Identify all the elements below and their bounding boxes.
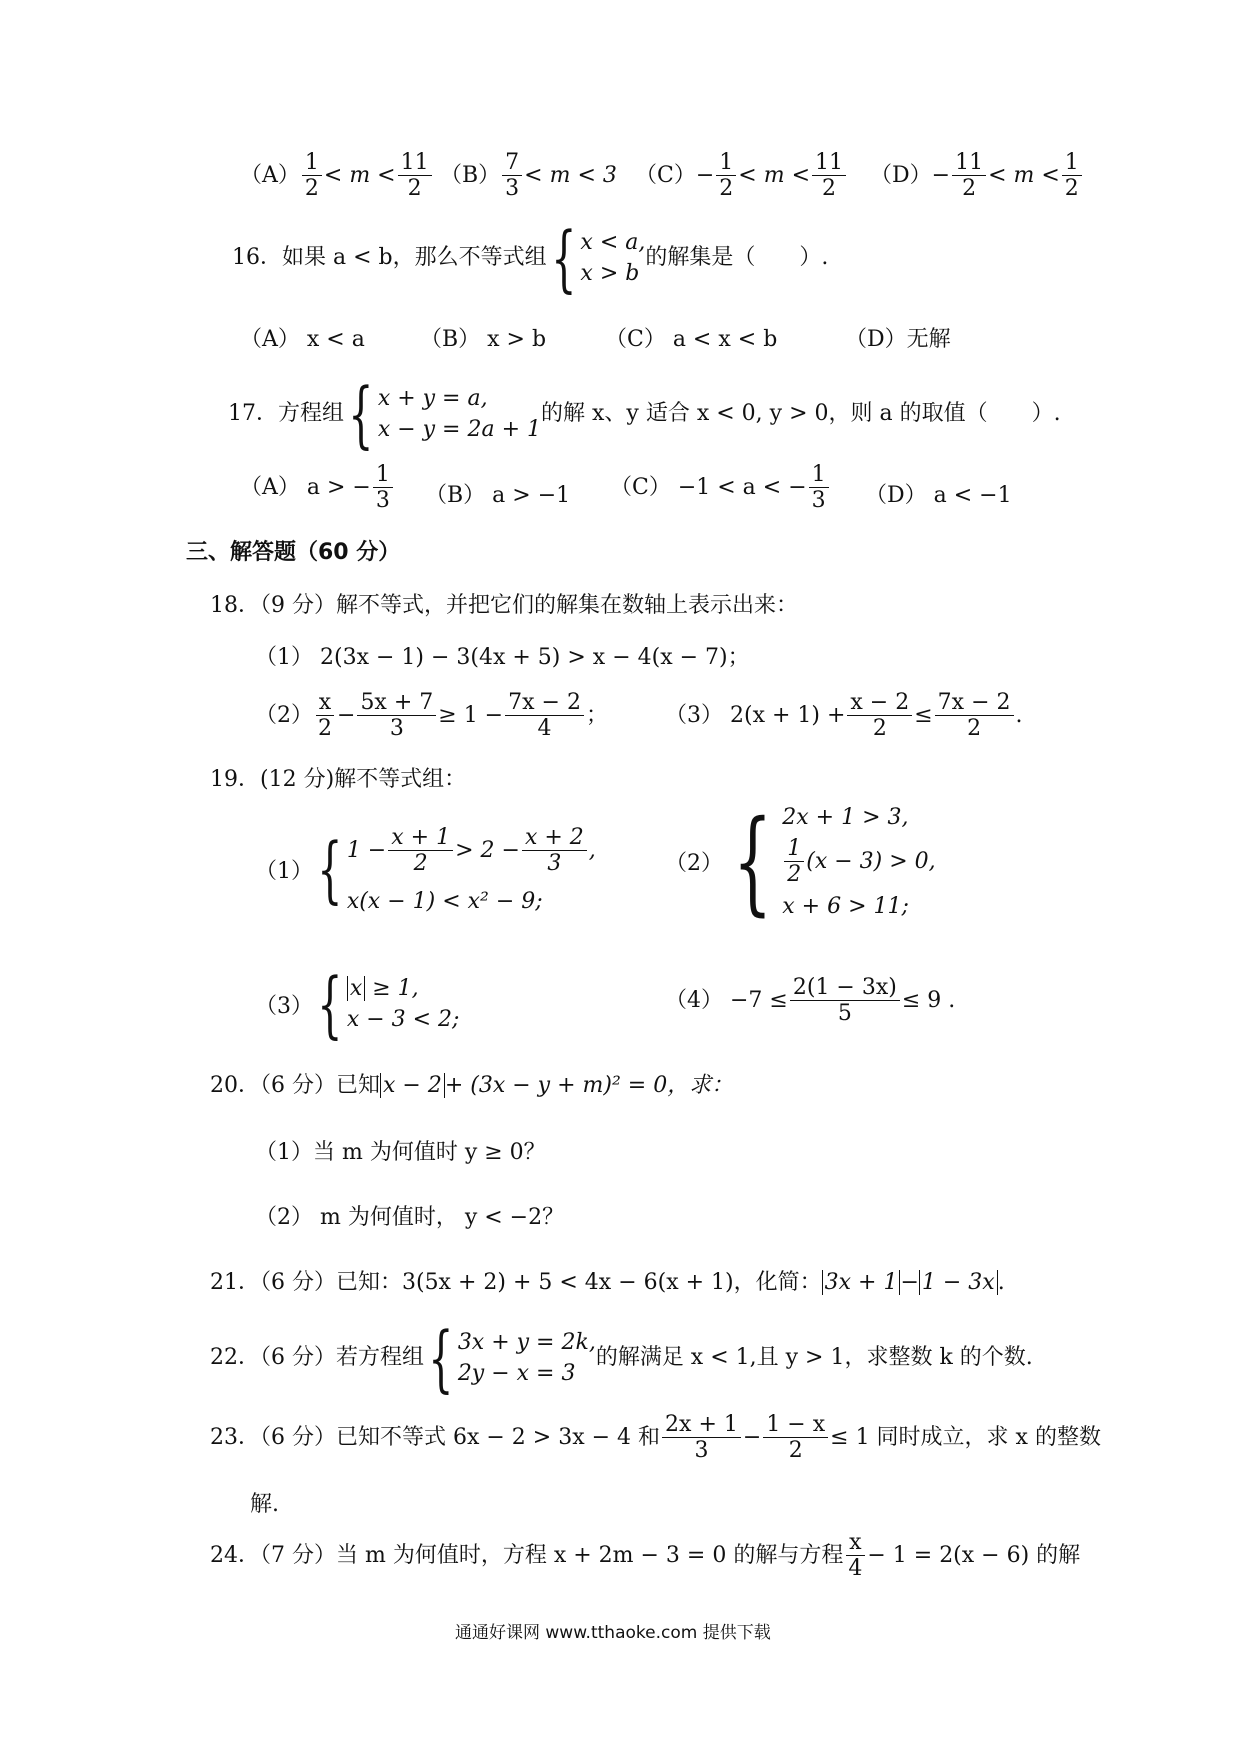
q16-option-b: （B） x > b (420, 327, 547, 352)
q19-part-4: （4） −7 ≤ $\frac{2(1 - 3x)}{5}$ ≤ 9 . (665, 975, 956, 1027)
q19-system-1: （1） { 1 − $\frac{x + 1}{2}$ > 2 − $\frac{x + 2}{3}$ , x(x − 1) < x² − 9; (255, 825, 596, 914)
q15-option-d: （D）− $\frac{11}{2}$ < m < $\frac{1}{2}$ (870, 150, 1084, 202)
fraction: $\frac{7x - 2}{2}$ (935, 690, 1014, 742)
page-footer: 通通好课网 www.tthaoke.com 提供下载 (455, 1623, 771, 1643)
question-17: 17．方程组 { x + y = a, x − y = 2a + 1 的解 x、y 适合 x < 0, y > 0，则 a 的取值（ ）. (228, 372, 1061, 456)
question-20-stem: 20．（6 分）已知 x − 2 + (3x − y + m)² = 0，求： (210, 1073, 734, 1098)
question-23-cont: 解. (250, 1492, 279, 1517)
section-heading: 三、解答题（60 分） (186, 540, 401, 565)
fraction: $\frac{x}{2}$ (315, 690, 335, 742)
fraction: $\frac{7x - 2}{4}$ (505, 690, 584, 742)
equation-system: { 3x + y = 2k, 2y − x = 3 (428, 1316, 596, 1400)
fraction: $\frac{1 - x}{2}$ (763, 1412, 828, 1464)
fraction: $\frac{5x + 7}{3}$ (357, 690, 436, 742)
fraction: $\frac{1}{2}$ (784, 836, 804, 888)
q19-system-2: （2） { 2x + 1 > 3, $\frac{1}{2}$ (x − 3) > 0, x + 6 > 11; (665, 796, 936, 927)
q16-option-c: （C） a < x < b (605, 327, 778, 352)
q17-option-d: （D） a < −1 (865, 483, 1012, 508)
equation-system: { x + y = a, x − y = 2a + 1 (348, 372, 542, 456)
q20-part-2: （2） m 为何值时， y < −2？ (255, 1205, 565, 1230)
fraction: $\frac{11}{2}$ (398, 150, 432, 202)
question-23: 23．（6 分）已知不等式 6x − 2 > 3x − 4 和 $\frac{2x + 1}{3}$ − $\frac{1 - x}{2}$ ≤ 1 同时成立，求 x 的整数 (210, 1412, 1101, 1464)
fraction: $\frac{11}{2}$ (952, 150, 986, 202)
inequality-system: { x < a, x > b (550, 216, 646, 300)
q18-part-2: （2） $\frac{x}{2}$ − $\frac{5x + 7}{3}$ ≥ 1 − $\frac{7x - 2}{4}$ ； (255, 690, 608, 742)
fraction: $\frac{1}{2}$ (1062, 150, 1082, 202)
q18-part-3: （3） 2(x + 1) + $\frac{x - 2}{2}$ ≤ $\frac{7x - 2}{2}$ . (665, 690, 1023, 742)
question-24: 24．（7 分）当 m 为何值时，方程 x + 2m − 3 = 0 的解与方程 $\frac{x}{4}$ − 1 = 2(x − 6) 的解 (210, 1530, 1081, 1582)
question-16: 16．如果 a < b，那么不等式组 { x < a, x > b 的解集是（ ）. (232, 216, 829, 300)
fraction: $\frac{x + 1}{2}$ (388, 825, 453, 877)
q15-option-b: （B） $\frac{7}{3}$ < m < 3 (440, 150, 617, 202)
q20-part-1: （1）当 m 为何值时 y ≥ 0？ (255, 1140, 546, 1165)
q18-part-1: （1） 2(3x − 1) − 3(4x + 5) > x − 4(x − 7)； (255, 645, 750, 670)
q16-option-a: （A） x < a (240, 327, 365, 352)
question-22: 22．（6 分）若方程组 { 3x + y = 2k, 2y − x = 3 的解满足 x < 1,且 y > 1，求整数 k 的个数. (210, 1316, 1033, 1400)
q15-option-a: （A） $\frac{1}{2}$ < m < $\frac{11}{2}$ (240, 150, 434, 202)
question-19-stem: 19．(12 分)解不等式组： (210, 767, 467, 792)
q17-option-c: （C） −1 < a < − $\frac{1}{3}$ (610, 462, 831, 514)
fraction: $\frac{2(1 - 3x)}{5}$ (790, 975, 900, 1027)
q15-option-c: （C）− $\frac{1}{2}$ < m < $\frac{11}{2}$ (635, 150, 848, 202)
q17-option-a: （A） a > − $\frac{1}{3}$ (240, 462, 395, 514)
fraction: $\frac{2x + 1}{3}$ (662, 1412, 741, 1464)
q16-option-d: （D）无解 (845, 327, 951, 352)
fraction: $\frac{1}{3}$ (809, 462, 829, 514)
fraction: $\frac{x - 2}{2}$ (847, 690, 912, 742)
question-21: 21．（6 分）已知：3(5x + 2) + 5 < 4x − 6(x + 1)，化简： 3x + 1 − 1 − 3x . (210, 1270, 1005, 1295)
fraction: $\frac{1}{3}$ (373, 462, 393, 514)
fraction: $\frac{7}{3}$ (502, 150, 522, 202)
fraction: $\frac{x}{4}$ (845, 1530, 865, 1582)
q19-system-3: （3） { x ≥ 1, x − 3 < 2; (255, 962, 460, 1046)
q17-option-b: （B） a > −1 (425, 483, 571, 508)
fraction: $\frac{11}{2}$ (812, 150, 846, 202)
fraction: $\frac{1}{2}$ (716, 150, 736, 202)
fraction: $\frac{x + 2}{3}$ (522, 825, 587, 877)
question-18-stem: 18．（9 分）解不等式，并把它们的解集在数轴上表示出来： (210, 593, 798, 618)
fraction: $\frac{1}{2}$ (302, 150, 322, 202)
